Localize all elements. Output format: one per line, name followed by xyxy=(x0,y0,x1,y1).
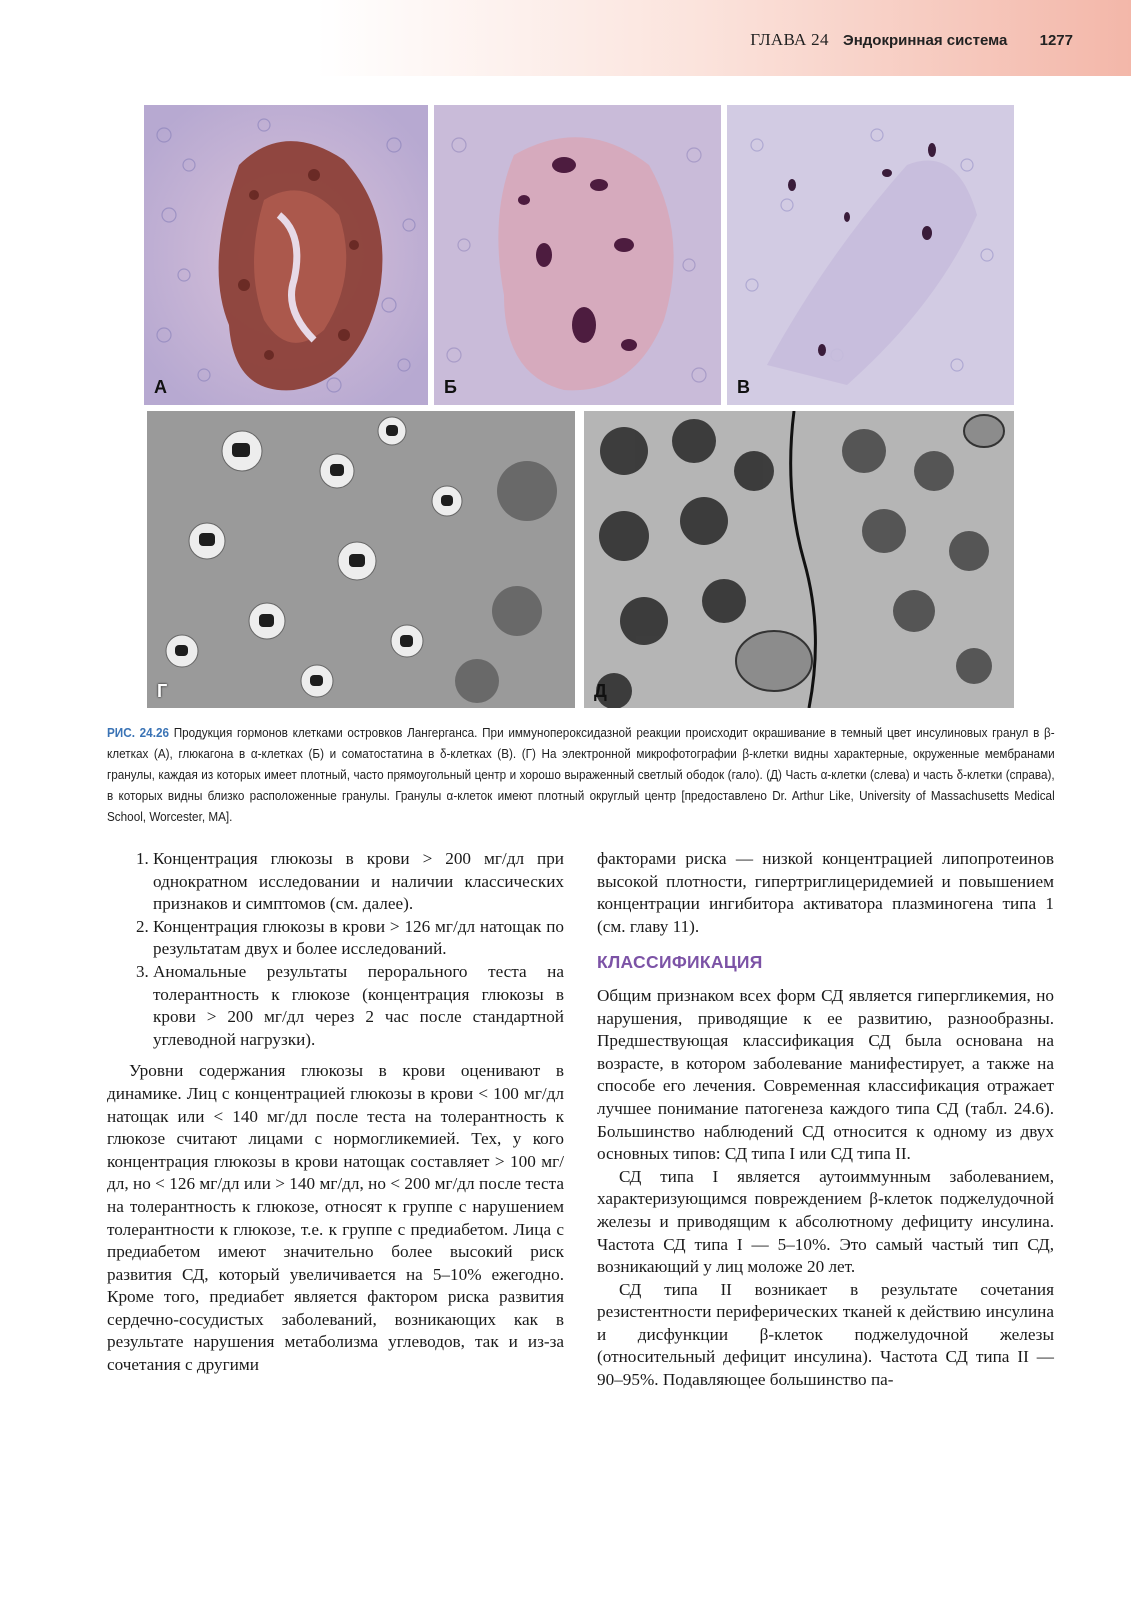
figure-panel-c xyxy=(727,105,1014,405)
criterion-item: 3. Аномальные результаты перорального теста на толерантность к глюкозе (концентрация глюкозы в крови > 200 мг/дл через 2 час после стандартной углеводной нагрузки). xyxy=(153,961,564,1051)
figure-label: РИС. 24.26 xyxy=(107,726,169,740)
classification-paragraph: Общим признаком всех форм СД является гипергликемия, но нарушения, приводящие к ее развитию, разнообразны. Предшествующая классификация СД была основана на возрасте, в котором заболевание манифестирует, а также на способе его лечения. Современная классификация отражает лучшее понимание патогенеза каждого типа СД (табл. 24.6). Большинство наблюдений СД относится к одному из двух основных типов: СД типа I или СД типа II. xyxy=(597,985,1054,1164)
panel-letter-b: Б xyxy=(444,377,457,397)
panel-letter-c: В xyxy=(737,377,750,397)
page-number: 1277 xyxy=(1039,32,1073,49)
continuation-paragraph: факторами риска — низкой концентрацией липопротеинов высокой плотности, гипертриглицеридемией и повышением концентрации ингибитора активатора плазминогена типа 1 (см. главу 11). xyxy=(597,849,1054,936)
micrograph-b xyxy=(434,105,721,405)
type1-paragraph: СД типа I является аутоиммунным заболеванием, характеризующимся повреждением β-клеток поджелудочной железы и приводящим к абсолютному дефициту инсулина. Частота СД типа I — 5–10%. Это самый частый тип СД, возникающий у лиц моложе 20 лет. xyxy=(597,1166,1054,1277)
right-column xyxy=(597,848,1054,1392)
figure-panel-d xyxy=(147,411,575,708)
criterion-item: 2. Концентрация глюкозы в крови > 126 мг/дл натощак по результатам двух и более исследований. xyxy=(153,916,564,961)
panel-letter-d: Г xyxy=(157,681,168,701)
figure-caption xyxy=(107,723,1055,828)
micrograph-a xyxy=(144,105,428,405)
running-head xyxy=(0,30,1073,50)
figure-panel-b xyxy=(434,105,721,405)
diagnostic-criteria-list xyxy=(107,848,564,1051)
left-column xyxy=(107,848,564,1377)
panel-letter-a: А xyxy=(154,377,167,397)
figure-panel-e xyxy=(584,411,1014,708)
criterion-item: 1. Концентрация глюкозы в крови > 200 мг/дл при однократном исследовании и наличии классических признаков и симптомов (см. далее). xyxy=(153,848,564,916)
figure-caption-text: Продукция гормонов клетками островков Лангерганса. При иммунопероксидазной реакции происходит окрашивание в темный цвет инсулиновых гранул в β-клетках (А), глюкагона в α-клетках (Б) и соматостатина в δ-клетках (В). (Г) На электронной микрофотографии β-клетки видны характерные, окруженные мембранами гранулы, каждая из которых имеет плотный, часто прямоугольный центр и хорошо выраженный светлый ободок (гало). (Д) Часть α-клетки (слева) и часть δ-клетки (справа), в которых видны близко расположенные гранулы. Гранулы α-клеток имеют плотный округлый центр [предоставлено Dr. Arthur Like, University of Massachusetts Medical School, Worcester, MA]. xyxy=(107,726,1055,824)
chapter-label: ГЛАВА 24 xyxy=(750,30,829,49)
electron-micrograph-beta-cell xyxy=(147,411,575,708)
panel-letter-e: Д xyxy=(594,681,607,701)
type2-paragraph: СД типа II возникает в результате сочетания резистентности периферических тканей к действию инсулина и дисфункции β-клеток поджелудочной железы (относительный дефицит инсулина). Частота СД типа II — 90–95%. Подавляющее большинство па- xyxy=(597,1279,1054,1390)
figure-panel-a xyxy=(144,105,428,405)
electron-micrograph-alpha-delta xyxy=(584,411,1014,708)
chapter-title: Эндокринная система xyxy=(843,32,1008,49)
section-heading: КЛАССИФИКАЦИЯ xyxy=(597,952,763,973)
glucose-dynamics-paragraph: Уровни содержания глюкозы в крови оценивают в динамике. Лиц с концентрацией глюкозы в крови < 100 мг/дл натощак или < 140 мг/дл после теста на толерантность к глюкозе считают лицами с нормогликемией. Тех, у кого концентрация глюкозы в крови натощак составляет > 100 мг/дл, но < 126 мг/дл или > 140 мг/дл, но < 200 мг/дл после теста на толерантность к глюкозе, относят к группе с нарушением толерантности к глюкозе, т.е. к группе с предиабетом. Лица с предиабетом имеют значительно более высокий риск развития СД, который увеличивается на 5–10% ежегодно. Кроме того, предиабет является фактором риска развития сердечно-сосудистых заболеваний, возникающих как в результате нарушения метаболизма углеводов, так и из-за сочетания с другими xyxy=(107,1061,564,1375)
micrograph-c xyxy=(727,105,1014,405)
